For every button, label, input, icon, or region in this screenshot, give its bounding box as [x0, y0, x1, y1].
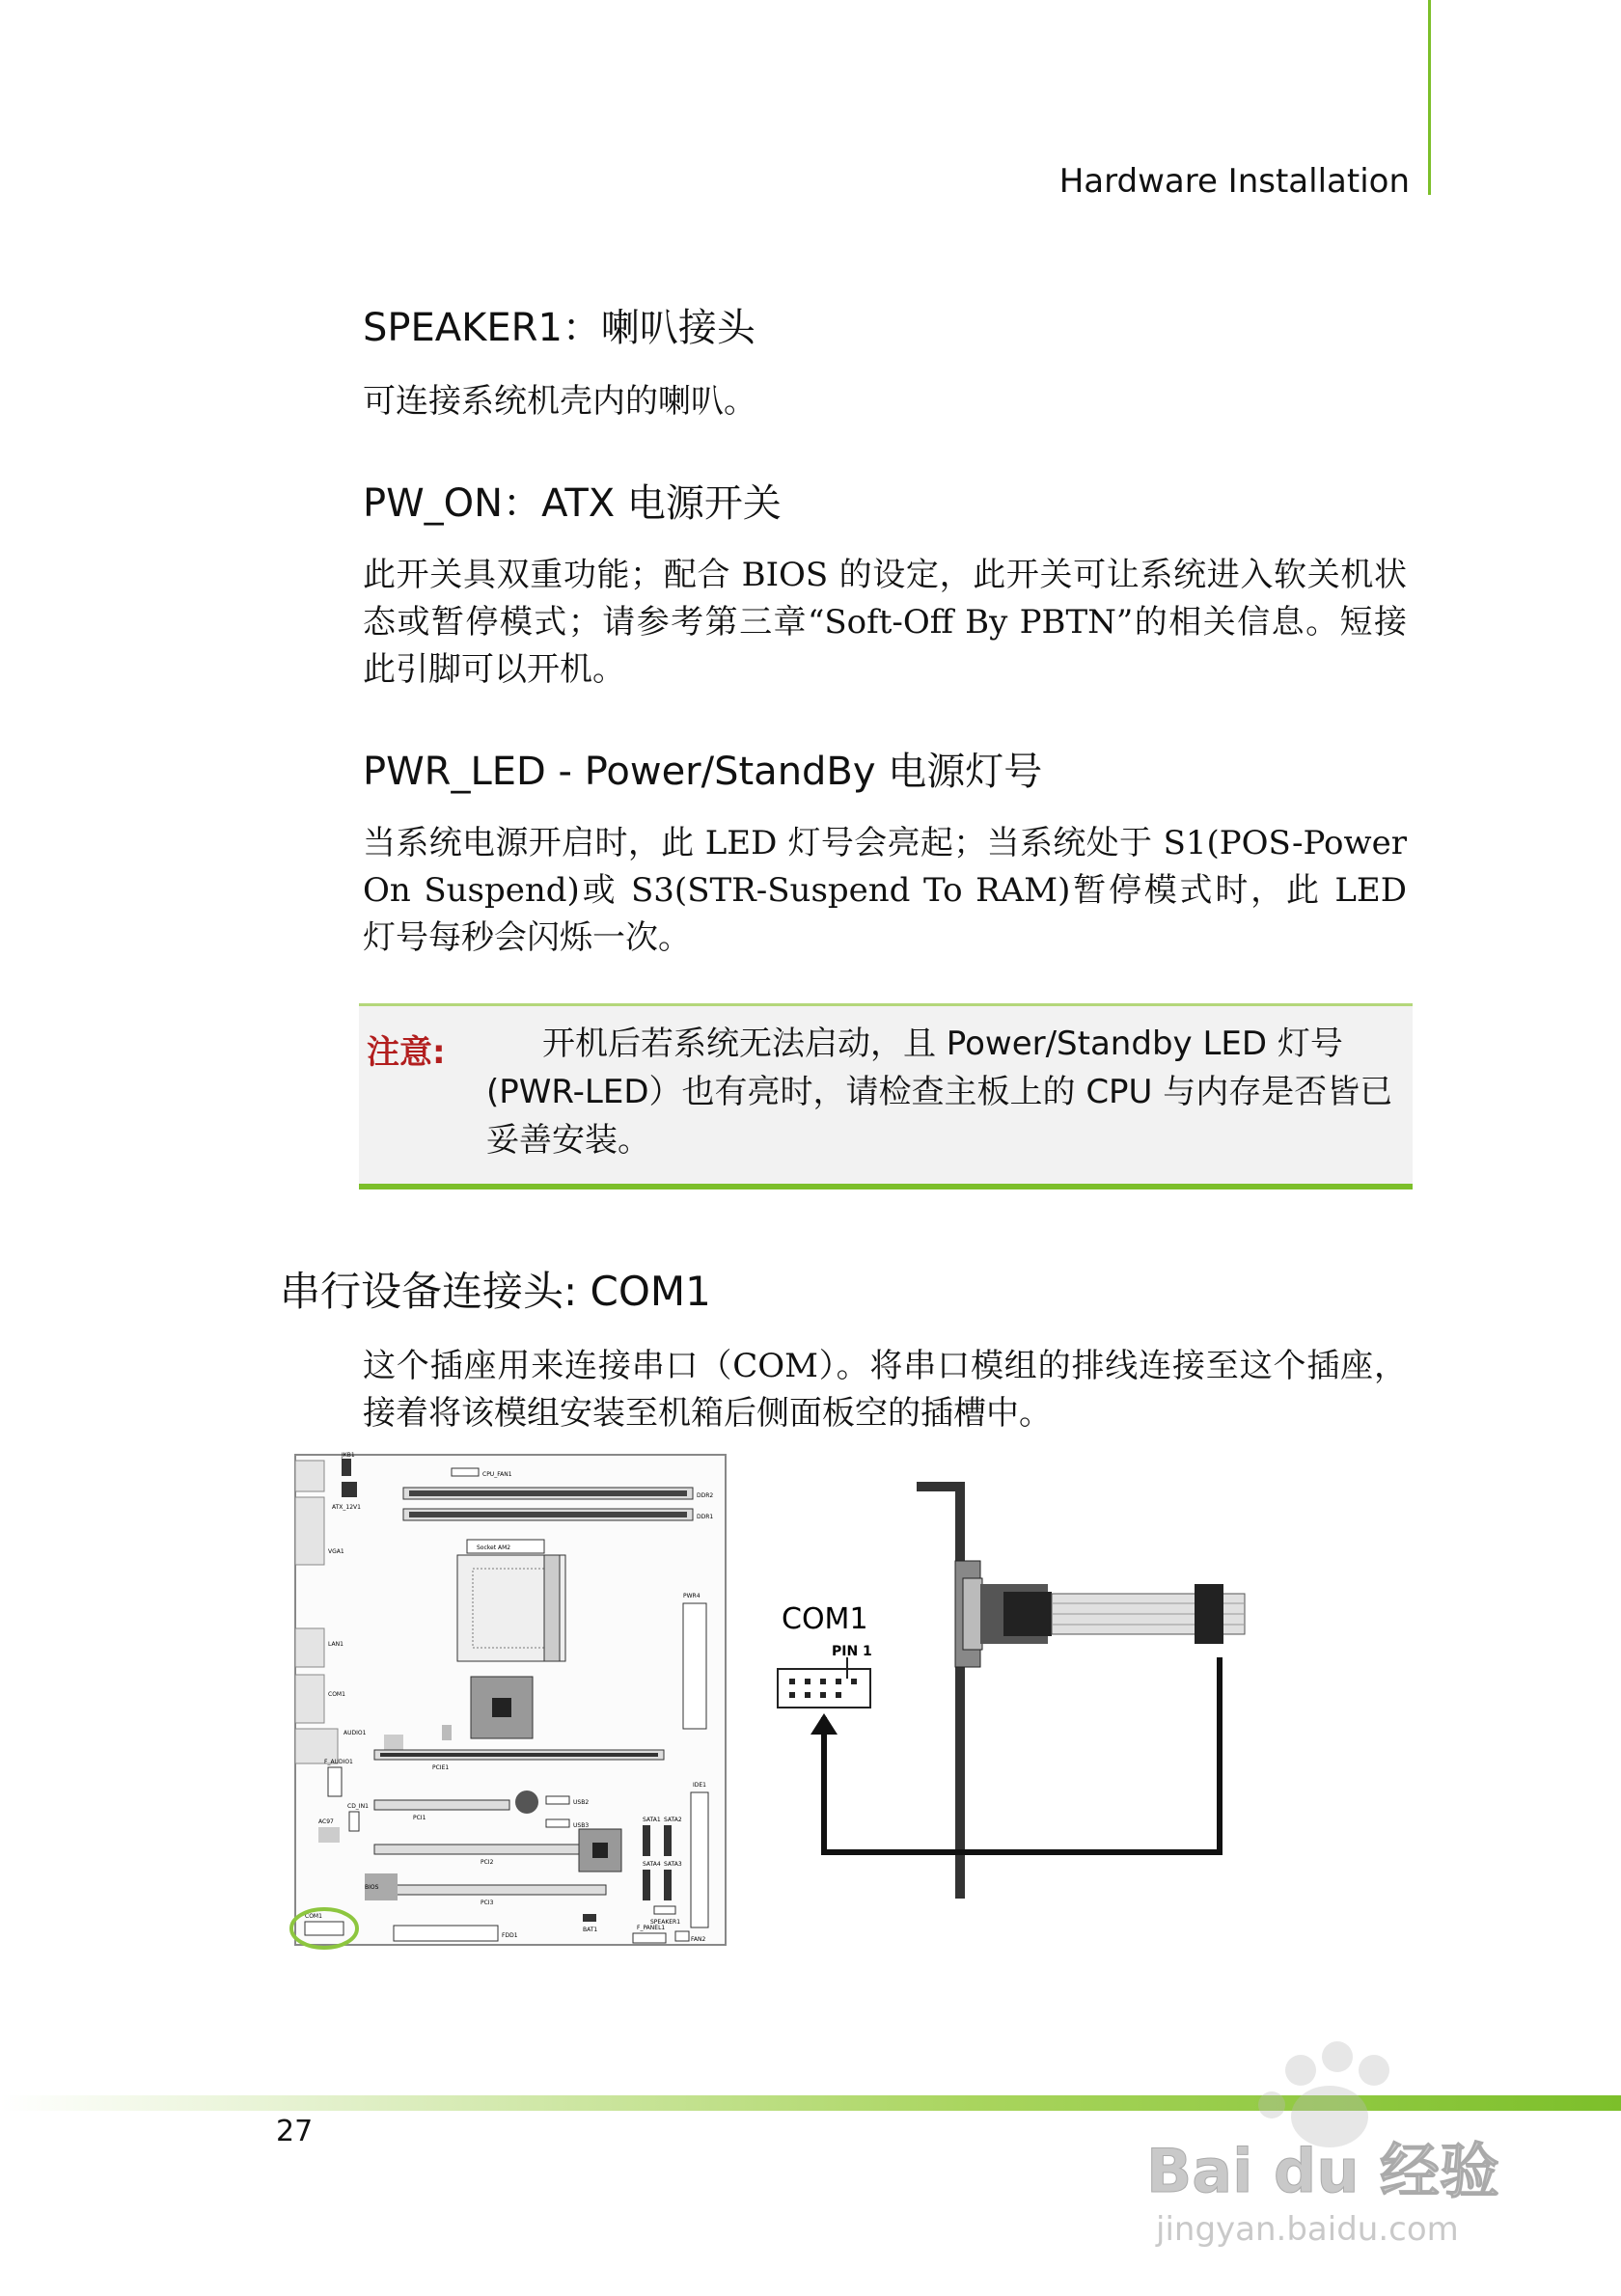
battery-coin	[515, 1790, 538, 1814]
pci-slot-3	[374, 1885, 606, 1895]
ac97-chip	[318, 1827, 340, 1843]
lan-port	[295, 1628, 324, 1667]
db9-boot	[1003, 1592, 1052, 1636]
pin-g	[805, 1692, 810, 1698]
label-ide: IDE1	[693, 1782, 706, 1789]
ribbon-connector	[1195, 1584, 1223, 1644]
pwrled-body: 当系统电源开启时，此 LED 灯号会亮起；当系统处于 S1(POS-Power On Suspend)或 S3(STR-Suspend To RAM)暂停模式时，此 LED 灯号每秒会闪烁一次。	[363, 824, 1407, 957]
label-lan: LAN1	[328, 1641, 343, 1648]
pwon-heading: PW_ON：ATX 电源开关	[363, 481, 782, 526]
pin-f	[789, 1692, 795, 1698]
speaker-body: 可连接系统机壳内的喇叭。	[363, 382, 756, 421]
northbridge-die	[492, 1698, 511, 1717]
com1-label: COM1	[782, 1602, 868, 1636]
connection-arrowhead	[810, 1713, 838, 1735]
label-sata1: SATA1	[643, 1817, 661, 1823]
running-header: Hardware Installation	[1058, 162, 1410, 201]
ddr-slot-b-pins	[409, 1512, 687, 1517]
paw-icon	[1258, 2041, 1389, 2147]
label-cpu-fan: CPU_FAN1	[482, 1471, 512, 1478]
label-cd-in: CD_IN1	[347, 1803, 369, 1810]
com-heading: 串行设备连接头: COM1	[280, 1268, 711, 1315]
bracket-plate	[917, 1482, 965, 1899]
watermark-url: jingyan.baidu.com	[1156, 2210, 1459, 2249]
label-ddr-a: DDR2	[697, 1492, 714, 1499]
label-bat: BAT1	[583, 1927, 598, 1933]
label-f-panel: F_PANEL1	[637, 1925, 666, 1931]
f-panel-header	[633, 1933, 666, 1943]
com-header-onboard	[305, 1922, 343, 1935]
connection-path	[824, 1657, 1220, 1852]
label-socket: Socket AM2	[477, 1544, 511, 1551]
pin-c	[820, 1679, 826, 1684]
page-number: 27	[276, 2115, 314, 2148]
label-fdd: FDD1	[502, 1932, 518, 1939]
usb-header-3	[546, 1819, 569, 1827]
label-pwr: PWR4	[683, 1593, 701, 1599]
sata-port-4	[643, 1870, 650, 1900]
jkb-header	[342, 1459, 351, 1476]
capacitor-a	[442, 1725, 452, 1740]
vga-port	[295, 1497, 324, 1565]
speaker-header	[654, 1906, 675, 1914]
label-pci1: PCI1	[413, 1815, 426, 1821]
atx12v-connector	[342, 1482, 357, 1497]
cpu-fan-header	[452, 1468, 479, 1476]
db9-connector	[963, 1578, 982, 1650]
pci-slot-1	[374, 1800, 509, 1810]
label-sata4: SATA4	[643, 1861, 661, 1868]
label-vga: VGA1	[328, 1548, 344, 1555]
bios-chip-small	[384, 1735, 403, 1750]
label-pci3: PCI3	[481, 1900, 494, 1906]
label-f-audio: F_AUDIO1	[324, 1759, 353, 1765]
ps2-port	[295, 1461, 324, 1491]
com1-header-diagram	[778, 1669, 870, 1708]
sata-port-2	[664, 1825, 672, 1856]
pin-h	[820, 1692, 826, 1698]
label-usb2: USB2	[573, 1799, 590, 1806]
cd-in-header	[349, 1812, 359, 1831]
pci-slot-2	[374, 1845, 606, 1854]
usb-header-2	[546, 1796, 569, 1804]
f-audio-header	[328, 1767, 342, 1796]
header-rule	[1428, 0, 1431, 195]
label-speaker: SPEAKER1	[650, 1919, 681, 1926]
motherboard-diagram	[288, 1449, 731, 1951]
label-audio: AUDIO1	[343, 1730, 367, 1736]
label-jkb: JKB1	[342, 1452, 355, 1459]
fan2-header	[675, 1931, 689, 1941]
com-body: 这个插座用来连接串口（COM）。将串口模组的排线连接至这个插座，接着将该模组安装至机箱后侧面板空的插槽中。	[363, 1347, 1407, 1433]
ide-connector	[691, 1792, 708, 1927]
label-pci2: PCI2	[481, 1859, 494, 1866]
label-com-rear: COM1	[328, 1691, 345, 1698]
com-rear-port	[295, 1675, 324, 1723]
label-sata3: SATA3	[664, 1861, 682, 1868]
label-usb3: USB3	[573, 1822, 590, 1829]
label-pcie: PCIE1	[432, 1764, 450, 1771]
label-fan: FAN2	[691, 1936, 706, 1943]
speaker-heading: SPEAKER1：喇叭接头	[363, 306, 756, 350]
label-ddr-b: DDR1	[697, 1514, 714, 1520]
note-box	[359, 1003, 1413, 1189]
pcie-slot-pins	[380, 1753, 658, 1757]
pin-i	[836, 1692, 841, 1698]
pwrled-heading: PWR_LED - Power/StandBy 电源灯号	[363, 750, 1043, 794]
label-atx: ATX_12V1	[332, 1504, 361, 1511]
baidu-watermark	[1137, 2028, 1542, 2250]
socket-lever	[544, 1555, 560, 1661]
atx-power-connector	[683, 1603, 706, 1729]
label-ac97: AC97	[318, 1818, 334, 1825]
pin-a	[789, 1679, 795, 1684]
com1-bracket-diagram	[772, 1464, 1254, 1918]
label-bios: BIOS	[365, 1884, 379, 1891]
pin-d	[836, 1679, 841, 1684]
fdd-connector	[394, 1926, 498, 1941]
ddr-slot-a-pins	[409, 1490, 687, 1496]
pin-e	[851, 1679, 857, 1684]
sata-port-1	[643, 1825, 650, 1856]
southbridge-die	[592, 1843, 608, 1858]
pin1-label: PIN 1	[832, 1644, 872, 1659]
sata-port-3	[664, 1870, 672, 1900]
note-label: 注意:	[367, 1033, 446, 1072]
bat-jumper	[583, 1914, 596, 1922]
label-com-header: COM1	[305, 1913, 322, 1920]
label-sata2: SATA2	[664, 1817, 682, 1823]
note-body: 开机后若系统无法启动，且 Power/Standby LED 灯号(PWR-LED）也有亮时，请检查主板上的 CPU 与内存是否皆已妥善安装。	[486, 1025, 1393, 1160]
pin-b	[805, 1679, 810, 1684]
pwon-body: 此开关具双重功能；配合 BIOS 的设定，此开关可让系统进入软关机状态或暂停模式；请参考第三章“Soft-Off By PBTN”的相关信息。短接此引脚可以开机。	[363, 556, 1407, 689]
watermark-brand: Bai du 经验	[1146, 2136, 1500, 2206]
